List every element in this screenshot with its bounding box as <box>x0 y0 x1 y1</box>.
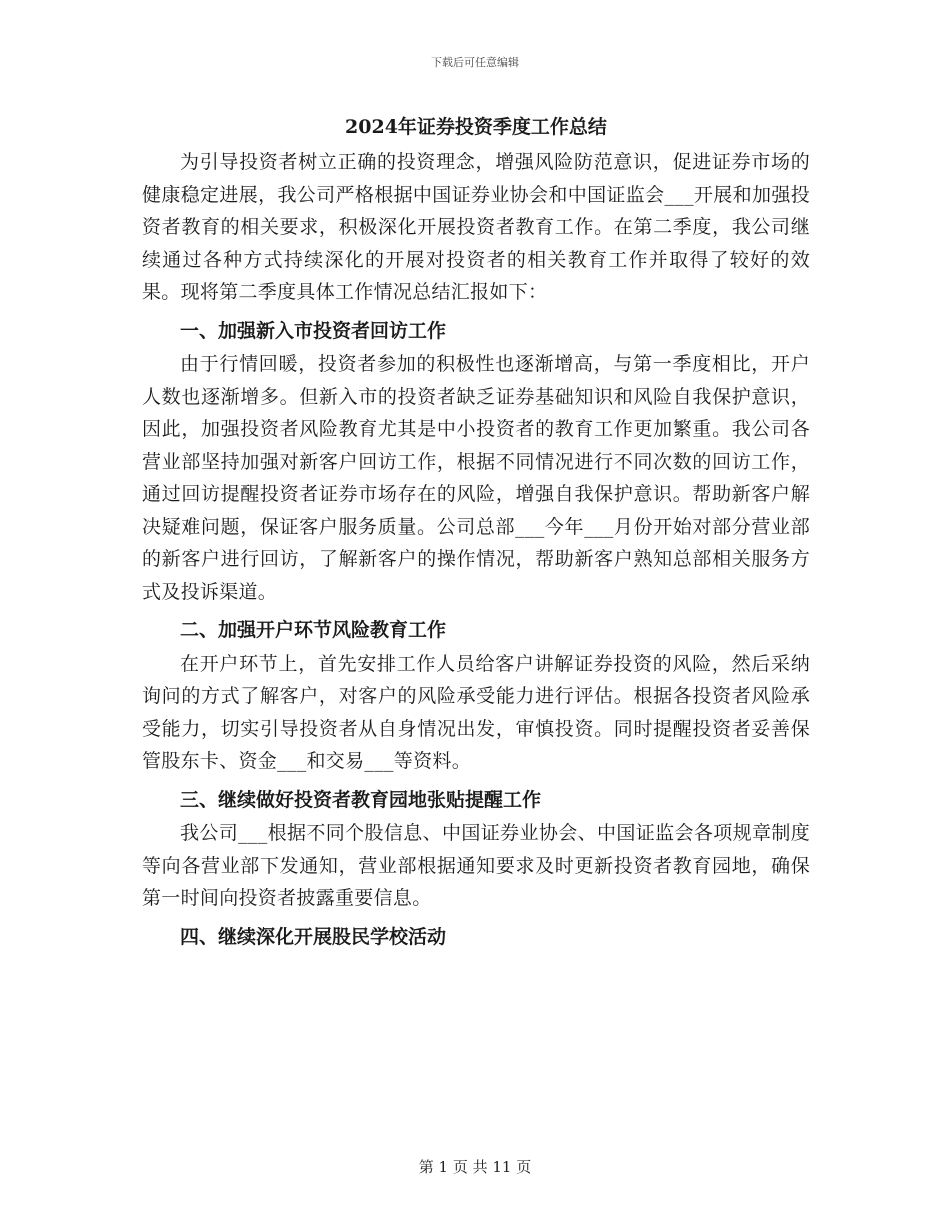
section-body-3: 我公司___根据不同个股信息、中国证券业协会、中国证监会各项规章制度等向各营业部下发通知，营业部根据通知要求及时更新投资者教育园地，确保第一时间向投资者披露重要信息。 <box>142 822 810 909</box>
section-heading-1: 一、加强新入市投资者回访工作 <box>180 319 447 342</box>
section-heading-3: 三、继续做好投资者教育园地张贴提醒工作 <box>180 788 542 811</box>
intro-paragraph: 为引导投资者树立正确的投资理念，增强风险防范意识，促进证券市场的健康稳定进展，我公司严格根据中国证券业协会和中国证监会___开展和加强投资者教育的相关要求，积极深化开展投资者教育工作。在第二季度，我公司继续通过各种方式持续深化的开展对投资者的相关教育工作并取得了较好的效果。现将第二季度具体工作情况总结汇报如下： <box>142 151 810 303</box>
section-body-2: 在开户环节上，首先安排工作人员给客户讲解证券投资的风险，然后采纳询问的方式了解客户，对客户的风险承受能力进行评估。根据各投资者风险承受能力，切实引导投资者从自身情况出发，审慎投资。同时提醒投资者妥善保管股东卡、资金___和交易___等资料。 <box>142 652 810 772</box>
section-heading-4: 四、继续深化开展股民学校活动 <box>180 925 447 948</box>
page-header-note: 下载后可任意编辑 <box>431 56 519 69</box>
section-heading-2: 二、加强开户环节风险教育工作 <box>180 619 447 641</box>
document-body <box>142 112 810 954</box>
document-title: 2024年证券投资季度工作总结 <box>345 116 607 138</box>
section-body-1: 由于行情回暖，投资者参加的积极性也逐渐增高，与第一季度相比，开户人数也逐渐增多。但新入市的投资者缺乏证券基础知识和风险自我保护意识，因此，加强投资者风险教育尤其是中小投资者的教育工作更加繁重。我公司各营业部坚持加强对新客户回访工作，根据不同情况进行不同次数的回访工作，通过回访提醒投资者证券市场存在的风险，增强自我保护意识。帮助新客户解决疑难问题，保证客户服务质量。公司总部___今年___月份开始对部分营业部的新客户进行回访，了解新客户的操作情况，帮助新客户熟知总部相关服务方式及投诉渠道。 <box>142 353 810 603</box>
page-number-footer: 第 1 页 共 11 页 <box>418 1158 532 1176</box>
